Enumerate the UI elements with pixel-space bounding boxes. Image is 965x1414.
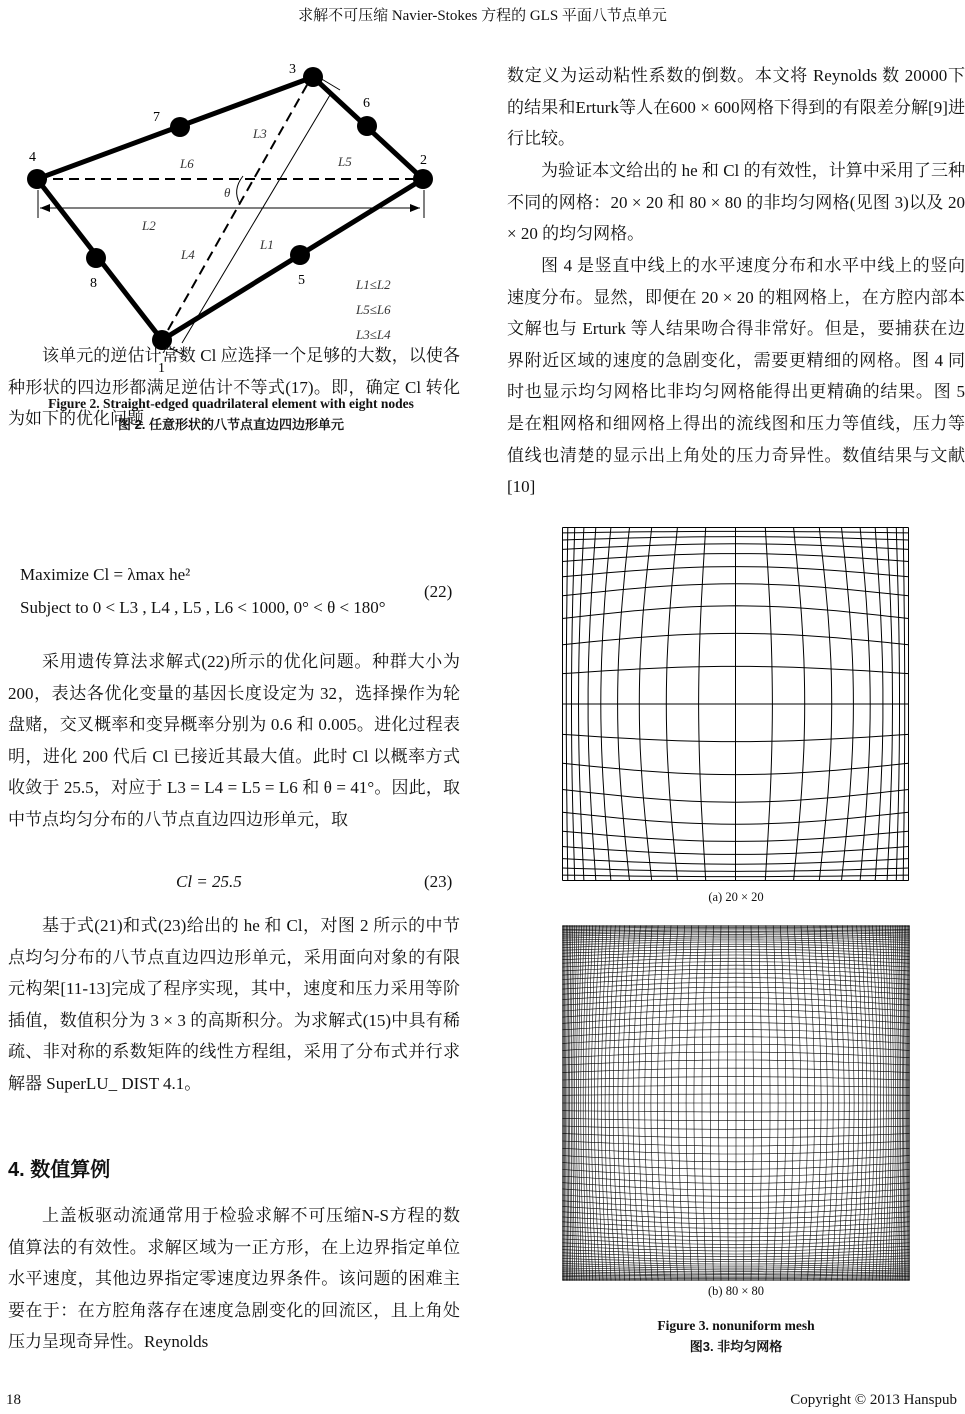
equation-23: Cl = 25.5 <box>176 872 242 891</box>
equation-23-number: (23) <box>424 872 453 891</box>
node-3 <box>303 67 323 87</box>
node-4 <box>27 169 47 189</box>
constraint-label: L1≤L2 <box>356 277 391 292</box>
segment-label: L3 <box>253 126 267 141</box>
segment-label: L2 <box>142 218 156 233</box>
constraint-label: L5≤L6 <box>356 302 391 317</box>
node-8 <box>86 248 106 268</box>
paragraph: 上盖板驱动流通常用于检验求解不可压缩N-S方程的数值算法的有效性。求解区域为一正方形，在上边界指定单位水平速度，其他边界指定零速度边界条件。该问题的困难主要在于：在方腔角落存在速度急剧变化的回流区，且上角处压力呈现奇异性。Reynolds <box>8 1206 460 1352</box>
running-header: 求解不可压缩 Navier-Stokes 方程的 GLS 平面八节点单元 <box>298 8 667 24</box>
node-label: 3 <box>289 62 296 77</box>
equation-22-number: (22) <box>424 582 453 601</box>
mesh-20x20 <box>562 527 909 881</box>
node-6 <box>357 116 377 136</box>
constraint-label: L3≤L4 <box>356 327 391 342</box>
node-2 <box>413 169 433 189</box>
node-label: 4 <box>29 150 36 165</box>
paragraph: 基于式(21)和式(23)给出的 he 和 Cl，对图 2 所示的中节点均匀分布的八节点直边四边形单元，采用面向对象的有限元构架[11-13]完成了程序实现，其中，速度和压力采用等阶插值，数值积分为 3 × 3 的高斯积分。为求解式(15)中具有稀疏、非对称的系数矩阵的线性方程组，采用了分布式并行求解器 SuperLU_ DIST 4.1。 <box>8 916 460 1093</box>
segment-label: L5 <box>338 154 352 169</box>
figure2-diagram <box>0 40 480 390</box>
figure3a-label: (a) 20 × 20 <box>708 890 764 904</box>
figure3-caption-zh: 图3. 非均匀网格 <box>689 1339 783 1354</box>
paragraph: 图 4 是竖直中线上的水平速度分布和水平中线上的竖向速度分布。显然，即便在 20 × 20 的粗网格上，在方腔内部本文解也与 Erturk 等人结果吻合得非常好。但是，要捕获在边界附近区域的速度的急剧变化，需要更精细的网格。图 4 同时也显示均匀网格比非均匀网格能得出更精确的结果。图 5 是在粗网格和细网格上得出的流线图和压力等值线，压力等值线也清楚的显示出上角处的压力奇异性。数值结果与文献[10] <box>507 256 965 497</box>
segment-label: L6 <box>180 156 194 171</box>
figure2-caption-zh: 图 2. 任意形状的八节点直边四边形单元 <box>117 417 345 432</box>
node-label: 7 <box>153 110 160 125</box>
figure3b-label: (b) 80 × 80 <box>708 1284 764 1298</box>
copyright: Copyright © 2013 Hanspub <box>790 1392 957 1408</box>
segment-label: L1 <box>260 237 274 252</box>
paragraph: 采用遗传算法求解式(22)所示的优化问题。种群大小为 200，表达各优化变量的基因长度设定为 32，选择操作为轮盘赌，交叉概率和变异概率分别为 0.6 和 0.005。进化过程表明，进化 200 代后 Cl 已接近其最大值。此时 Cl 以概率方式收敛于 25.5，对应于 L3 = L4 = L5 = L6 和 θ = 41°。因此，取中节点均匀分布的八节点直边四边形单元，取 <box>8 652 460 829</box>
node-label: 8 <box>90 276 97 291</box>
node-label: 2 <box>420 153 427 168</box>
node-label: 1 <box>158 361 165 376</box>
segment-label: L4 <box>181 247 195 262</box>
figure3-caption-en: Figure 3. nonuniform mesh <box>657 1318 815 1333</box>
angle-label: θ <box>224 185 231 200</box>
page-number: 18 <box>6 1392 21 1408</box>
equation-22-line1: Maximize Cl = λmax he² <box>20 565 191 584</box>
node-5 <box>290 245 310 265</box>
figure2-caption-en: Figure 2. Straight-edged quadrilateral element with eight nodes <box>48 396 414 411</box>
section-heading: 4. 数值算例 <box>8 1159 111 1181</box>
equation-22-line2: Subject to 0 < L3 , L4 , L5 , L6 < 1000, 0° < θ < 180° <box>20 598 386 617</box>
node-label: 5 <box>298 273 305 288</box>
paragraph: 为验证本文给出的 he 和 Cl 的有效性，计算中采用了三种不同的网格：20 × 20 和 80 × 80 的非均匀网格(见图 3)以及 20 × 20 的均匀网格。 <box>507 161 965 244</box>
node-7 <box>170 117 190 137</box>
paragraph: 该单元的逆估计常数 Cl 应选择一个足够的大数，以使各种形状的四边形都满足逆估计不等式(17)。即，确定 Cl 转化为如下的优化问题 <box>8 346 460 429</box>
node-label: 6 <box>363 96 370 111</box>
paragraph: 数定义为运动粘性系数的倒数。本文将 Reynolds 数 20000下的结果和Erturk等人在600 × 600网格下得到的有限差分解[9]进行比较。 <box>507 66 965 149</box>
mesh-80x80 <box>562 925 910 1281</box>
